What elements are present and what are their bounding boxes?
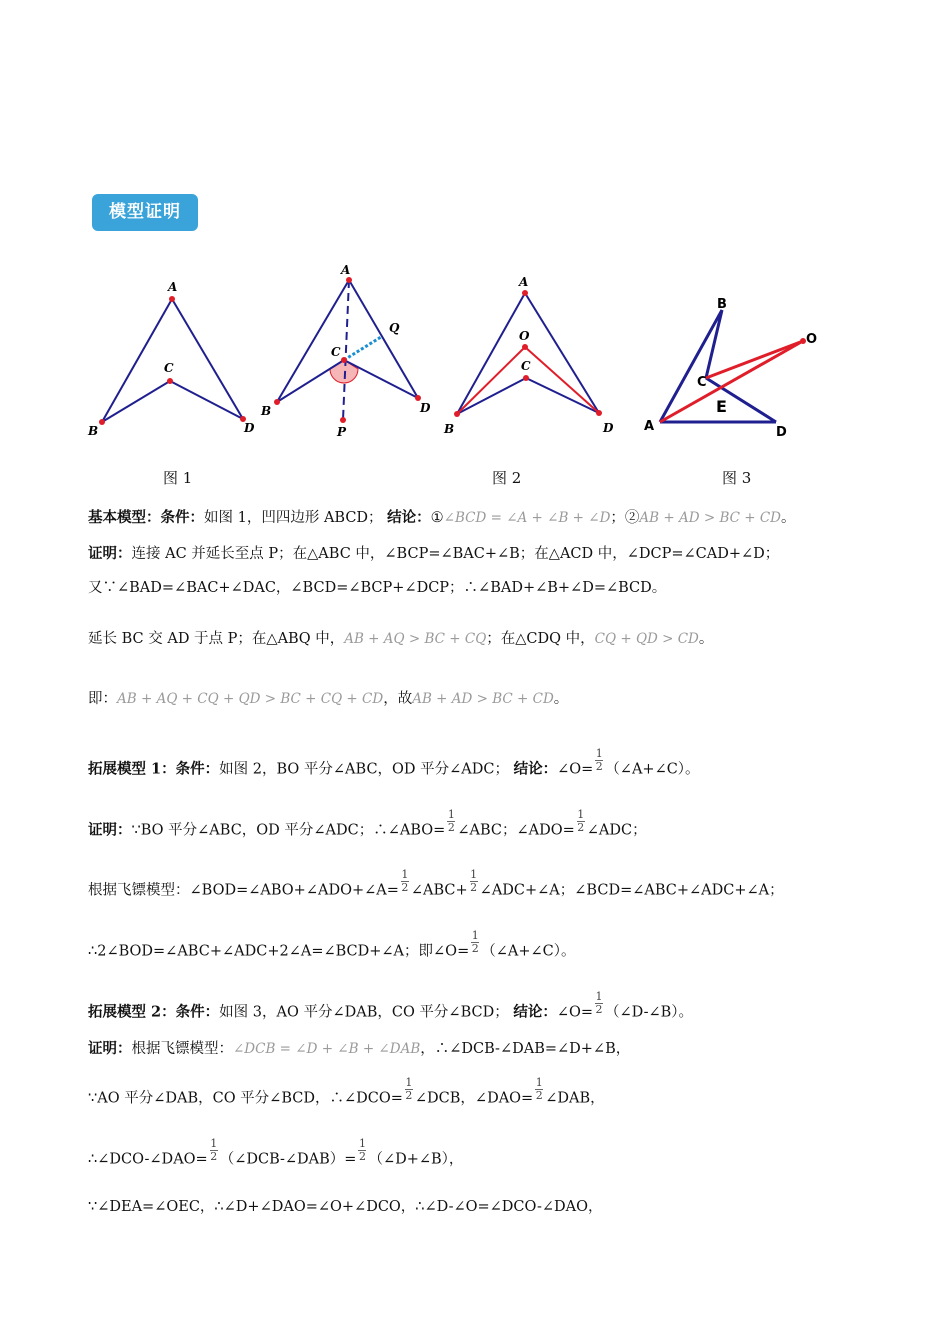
fig3-label-a: A	[644, 419, 655, 434]
fraction-half: $\frac{1}{2}$	[210, 1137, 218, 1163]
fig3-label-d: D	[776, 425, 787, 440]
proof-line-1: 证明：连接 AC 并延长至点 P；在△ABC 中，∠BCP=∠BAC+∠B；在△ACD 中，∠DCP=∠CAD+∠D；	[88, 545, 780, 562]
extension-model-1-line: 拓展模型 1：条件：如图 2，BO 平分∠ABC，OD 平分∠ADC； 结论：∠O= $\frac{1}{2}$ （∠A+∠C）。	[88, 747, 700, 778]
fig3-label-e: E	[716, 397, 727, 416]
fig2-label-o: O	[519, 329, 530, 343]
fraction-half: $\frac{1}{2}$	[595, 747, 603, 773]
figure-3-caption: 图 3	[722, 469, 752, 487]
figure-3	[640, 260, 830, 450]
fig1-label-b: B	[88, 424, 99, 438]
angle-arc	[330, 360, 358, 383]
basic-model-line: 基本模型：条件：如图 1，凹四边形 ABCD； 结论：①∠BCD = ∠A + ∠B + ∠D；②AB + AD > BC + CD。	[88, 509, 796, 526]
extension-2-proof-line-3: ∴∠DCO-∠DAO= $\frac{1}{2}$ （∠DCB-∠DAB）= $\frac{1}{2}$ （∠D+∠B），	[88, 1137, 464, 1168]
helper-label-q: Q	[389, 321, 400, 335]
figure-2-caption: 图 2	[492, 469, 522, 487]
fraction-half: $\frac{1}{2}$	[401, 868, 409, 894]
proof-line-3: 延长 BC 交 AD 于点 P；在△ABQ 中，AB + AQ > BC + CQ；在△CDQ 中，CQ + QD > CD。	[88, 631, 714, 647]
helper-label-b: B	[261, 404, 272, 418]
fraction-half: $\frac{1}{2}$	[447, 808, 455, 834]
proof-line-2: 又∵∠BAD=∠BAC+∠DAC，∠BCD=∠BCP+∠DCP；∴∠BAD+∠B+∠D=∠BCD。	[88, 580, 667, 596]
fig2-label-b: B	[444, 422, 455, 436]
dashed-cq	[344, 337, 381, 360]
fig3-label-o: O	[806, 332, 818, 347]
extension-2-proof-line-2: ∵AO 平分∠DAB，CO 平分∠BCD，∴∠DCO= $\frac{1}{2}$ ∠DCB，∠DAO= $\frac{1}{2}$ ∠DAB，	[88, 1076, 605, 1107]
fraction-half: $\frac{1}{2}$	[577, 808, 585, 834]
fig1-label-d: D	[244, 421, 255, 435]
helper-label-d: D	[420, 401, 431, 415]
fig1-label-c: C	[164, 361, 174, 375]
fig2-label-c: C	[521, 359, 531, 373]
extension-model-2-line: 拓展模型 2：条件：如图 3，AO 平分∠DAB，CO 平分∠BCD； 结论：∠O= $\frac{1}{2}$ （∠D-∠B）。	[88, 990, 694, 1021]
fraction-half: $\frac{1}{2}$	[595, 990, 603, 1016]
fig3-label-b: B	[717, 297, 727, 312]
fig1-edge-ab	[102, 299, 172, 422]
helper-label-c: C	[331, 345, 341, 359]
fig2-label-d: D	[603, 421, 614, 435]
fraction-half: $\frac{1}{2}$	[471, 929, 479, 955]
fraction-half: $\frac{1}{2}$	[358, 1137, 366, 1163]
fig1-label-a: A	[168, 280, 178, 294]
fig1-edge-bc	[102, 381, 170, 422]
fig2-edge-od	[525, 347, 599, 413]
fraction-half: $\frac{1}{2}$	[405, 1076, 413, 1102]
helper-label-p: P	[337, 425, 347, 439]
extension-2-proof-line-1: 证明：根据飞镖模型：∠DCB = ∠D + ∠B + ∠DAB，∴∠DCB-∠DAB=∠D+∠B，	[88, 1040, 631, 1057]
fig2-edge-bo	[457, 347, 525, 414]
figure-2	[440, 260, 625, 440]
figure-1-caption: 图 1	[163, 469, 193, 487]
fig2-label-a: A	[519, 275, 529, 289]
section-badge: 模型证明	[92, 194, 198, 231]
fraction-half: $\frac{1}{2}$	[535, 1076, 543, 1102]
proof-line-4: 即：AB + AQ + CQ + QD > BC + CQ + CD，故AB + AD > BC + CD。	[88, 691, 569, 707]
extension-2-proof-line-4: ∵∠DEA=∠OEC，∴∠D+∠DAO=∠O+∠DCO，∴∠D-∠O=∠DCO-∠DAO，	[88, 1199, 603, 1215]
extension-1-proof-line-1: 证明：∵BO 平分∠ABC，OD 平分∠ADC；∴∠ABO= $\frac{1}{2}$ ∠ABC；∠ADO= $\frac{1}{2}$ ∠ADC；	[88, 808, 647, 839]
extension-1-proof-line-2: 根据飞镖模型：∠BOD=∠ABO+∠ADO+∠A= $\frac{1}{2}$ ∠ABC+ $\frac{1}{2}$ ∠ADC+∠A；∠BCD=∠ABC+∠ADC+∠A；	[88, 868, 784, 899]
fig3-label-c: C	[697, 375, 707, 390]
figure-proof-helper	[255, 260, 440, 450]
helper-label-a: A	[341, 263, 351, 277]
figure-1	[80, 260, 265, 440]
extension-1-proof-line-3: ∴2∠BOD=∠ABC+∠ADC+2∠A=∠BCD+∠A；即∠O= $\frac{1}{2}$ （∠A+∠C）。	[88, 929, 576, 960]
fraction-half: $\frac{1}{2}$	[470, 868, 478, 894]
fig3-edge-co	[706, 341, 803, 378]
